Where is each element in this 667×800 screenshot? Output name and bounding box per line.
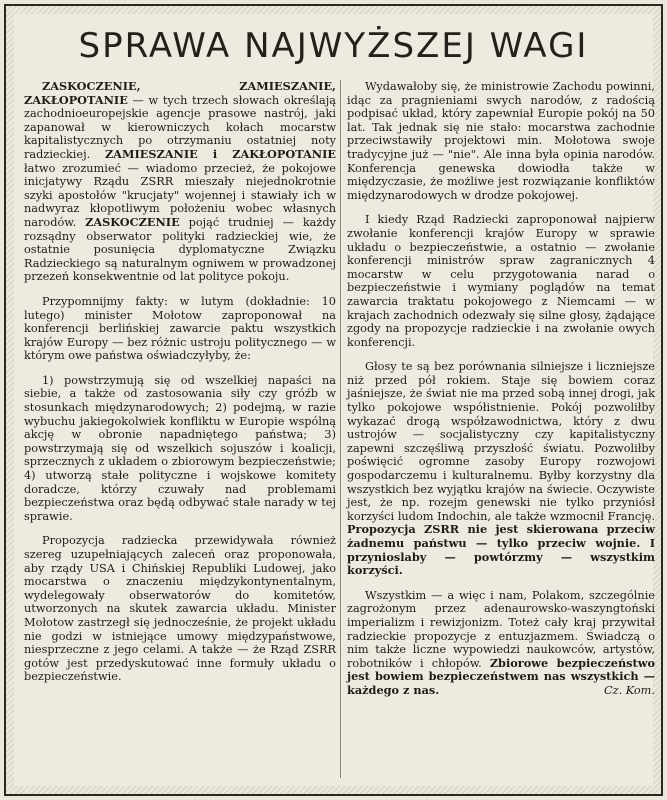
emphasis-voices: Propozycja ZSRR nie jest skierowana przeciw żadnemu państwu — tylko przeciw wojnie. I przynioslaby — powtórzmy — wszystkim korzyści. — [347, 522, 655, 578]
author-signature: Cz. Kom. — [603, 683, 655, 697]
paragraph-points: 1) powstrzymują się od wszelkiej napaści na siebie, a także od zastosowania siły czy gróźb w stosunkach międzynarodowych; 2) podejmą, w razie wybuchu jakiegokolwiek konfliktu w Europie wspólną akcję w obronie napadniętego państwa; 3) powstrzymają się od wszelkich sojuszów i koalicji, sprzecznych z układem o zbiorowym bezpieczeństwie; 4) utworzą stałe polityczne i wojskowe komitety doradcze, którzy czuwały nad problemami bezpieczeństwa oraz będą odbywać stałe narady w tej sprawie. — [24, 373, 336, 523]
emphasis-1: ZASKOCZENIE, ZAMIESZANIE, ZAKŁOPOTANIE — [24, 79, 336, 107]
paragraph-conference: I kiedy Rząd Radziecki zaproponował najpierw zwołanie konferencji krajów Europy w sprawie układu o bezpieczeństwie, a ostatnio — zwołanie konferencji ministrów spraw zagranicznych 4 mocarstw w celu przygotowania narad o bezpieczeństwie i wymiany poglądów na temat zawarcia traktatu pokojowego z Niemcami — w krajach zachodnich odezwały się silne głosy, żądające zgody na propozycje radzieckie i na zwołanie owych konferencji. — [347, 213, 655, 349]
text-2: łatwo zrozumieć — wiadomo przecież, że pokojowe inicjatywy Rządu ZSRR mieszały niejednokrotnie szyki apostołów "krucjaty" wojennej i stawiały ich w nadwyraz kłopotliwym położeniu wobec własnych narodów. — [24, 161, 336, 229]
headline: SPRAWA NAJWYŻSZEJ WAGI — [78, 26, 589, 66]
left-column — [24, 80, 336, 695]
right-column — [347, 80, 655, 709]
paragraph-closing — [347, 589, 655, 698]
column-divider — [340, 80, 341, 778]
text-1: — w tych trzech słowach określają zachodnioeuropejskie agencje prasowe nastrój, jaki zapanował w kierowniczych kołach mocarstw kapitalistycznych po otrzymaniu ostatniej noty radzieckiej. — [24, 93, 336, 161]
paragraph-voices — [347, 360, 655, 578]
paragraph-west: Wydawałoby się, że ministrowie Zachodu powinni, idąc za pragnieniami swych narodów, z radością podpisać układ, który zapewniał Europie pokój na 50 lat. Tak jednak się nie stało: mocarstwa zachodnie przeciwstawiły projektowi min. Mołotowa swoje tradycyjne już — "nie". Ale inna była opinia narodów. Konferencja genewska dowiodła także w międzyczasie, że możliwe jest rozwiązanie konfliktów międzynarodowych w drodze pokojowej. — [347, 80, 655, 202]
article-frame — [4, 4, 663, 796]
paragraph-intro — [24, 80, 336, 284]
emphasis-closing: Zbiorowe bezpieczeństwo jest bowiem bezpieczeństwem nas wszystkich — każdego z nas. — [347, 655, 656, 697]
text-closing: Wszystkim — a więc i nam, Polakom, szczególnie zagrożonym przez adenaurowsko-waszyngtoński imperializm i rewizjonizm. Toteż cały kraj przywitał radzieckie propozycje z entuzjazmem. Świadczą o nim także liczne wypowiedzi naukowców, artystów, robotników i chłopów. — [347, 588, 655, 670]
text-voices: Głosy te są bez porównania silniejsze i liczniejsze niż przed pół rokiem. Staje się bowiem coraz jaśniejsze, że świat nie ma przed sobą innej drogi, jak tylko pokojowe współistnienie. Pokój pozwoliłby wykazać drogą współzawodnictwa, który z dwu ustrojów — socjalistyczny czy kapitalistyczny zapewni szczęśliwą przyszłość światu. Pozwoliłby poświęcić ogromne zasoby Europy rozwojowi gospodarczemu i kulturalnemu. Byłby korzystny dla wszystkich bez wyjątku krajów na świecie. Oczywiste jest, że np. rozejm genewski nie tylko przyniósł korzyści ludom Indochin, ale także wzmocnił Francję. — [347, 360, 655, 523]
text-3: pojąć trudniej — każdy rozsądny obserwator polityki radzieckiej wie, że ostatnie posunięcia dyplomatyczne Związku Radzieckiego są naturalnym ogniwem w prowadzonej przezeń konsekwentnie od lat polityce pokoju. — [24, 215, 336, 284]
emphasis-2: ZAMIESZANIE i ZAKŁOPOTANIE — [104, 146, 337, 161]
paragraph-facts: Przypomnijmy fakty: w lutym (dokładnie: 10 lutego) minister Mołotow zaproponował na konferencji berlińskiej zawarcie paktu wszystkich krajów Europy — bez różnic ustroju politycznego — w którym owe państwa oświadczyłyby, że: — [24, 294, 336, 363]
paragraph-proposal: Propozycja radziecka przewidywała również szereg uzupełniających zaleceń oraz proponowała, aby rządy USA i Chińskiej Republiki Ludowej, jako mocarstwa o znaczeniu międzykontynentalnym, wydelegowały obserwatorów do komitetów, utworzonych na skutek zawarcia układu. Minister Mołotow zastrzegł się jednocześnie, że projekt układu nie godzi w istniejące umowy międzypaństwowe, niesprzeczne z jego celami. A także — że Rząd ZSRR gotów jest przedyskutować inne formuły układu o bezpieczeństwie. — [24, 534, 336, 684]
article-body — [14, 14, 656, 786]
emphasis-3: ZASKOCZENIE — [85, 214, 180, 229]
